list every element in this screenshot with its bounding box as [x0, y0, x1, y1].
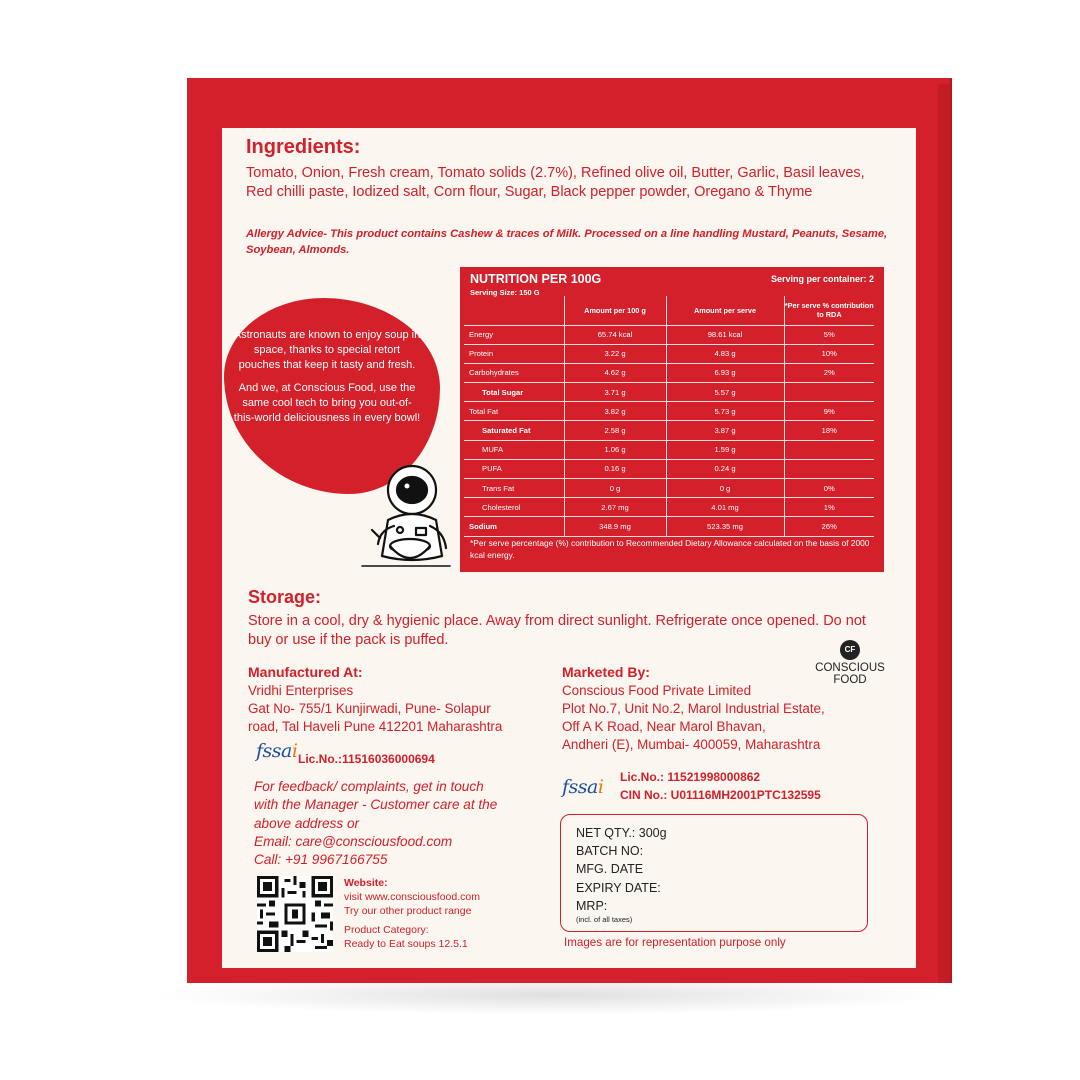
nutrient-perserve: 4.83 g: [666, 344, 784, 363]
nutrient-rda: [784, 383, 874, 402]
nutrient-name: Energy: [464, 325, 564, 344]
mrp-note: (incl. of all taxes): [576, 915, 633, 924]
ingredients-heading: Ingredients:: [246, 136, 361, 158]
serving-size: Serving Size: 150 G: [470, 288, 540, 297]
table-row: [464, 383, 874, 402]
nutrient-per100: 65.74 kcal: [564, 325, 666, 344]
nutrient-rda: 0%: [784, 479, 874, 498]
nutrient-name: PUFA: [464, 459, 564, 478]
nutrient-rda: 18%: [784, 421, 874, 440]
manufacturer-license: Lic.No.:11516036000694: [298, 752, 435, 766]
brand-name-line2: FOOD: [833, 674, 867, 686]
nutrient-per100: 3.22 g: [564, 344, 666, 363]
storage-text: Store in a cool, dry & hygienic place. Away from direct sunlight. Refrigerate once opened. Do not buy or use if the pack is puffed.: [248, 613, 866, 648]
nutrient-perserve: 5.57 g: [666, 383, 784, 402]
website-block: [344, 876, 544, 951]
feedback-line: For feedback/ complaints, get in touch: [254, 779, 484, 794]
nutrient-per100: 4.62 g: [564, 363, 666, 382]
table-row: [464, 363, 874, 382]
fun-fact-text: [232, 328, 422, 426]
nutrient-rda: [784, 440, 874, 459]
box-side-edge: [938, 84, 950, 983]
table-row: [464, 498, 874, 517]
ingredients-text: Tomato, Onion, Fresh cream, Tomato solids (2.7%), Refined olive oil, Butter, Garlic, Basil leaves, Red chilli paste, Iodized salt, Corn flour, Sugar, Black pepper powder, Oregano & Thyme: [246, 165, 865, 200]
nutrition-title: NUTRITION PER 100G: [470, 272, 602, 286]
address-line: Gat No- 755/1 Kunjirwadi, Pune- Solapur: [248, 701, 491, 716]
feedback-phone[interactable]: Call: +91 9967166755: [254, 852, 388, 868]
qr-code-icon[interactable]: [257, 876, 333, 952]
nutrient-name: Total Fat: [464, 402, 564, 421]
nutrient-name: Carbohydrates: [464, 363, 564, 382]
product-category: Ready to Eat soups 12.5.1: [344, 938, 468, 950]
table-row: [464, 440, 874, 459]
address-line: Plot No.7, Unit No.2, Marol Industrial Estate,: [562, 701, 825, 716]
brand-name-line1: CONSCIOUS: [815, 662, 885, 674]
nutrient-perserve: 0.24 g: [666, 459, 784, 478]
mrp: MRP:: [576, 898, 608, 913]
nutrient-per100: 3.82 g: [564, 402, 666, 421]
table-row: [464, 479, 874, 498]
nutrient-rda: 26%: [784, 517, 874, 536]
nutrient-per100: 1.06 g: [564, 440, 666, 459]
nutrition-header-per100: Amount per 100 g: [564, 296, 666, 325]
nutrition-header-rda: *Per serve % contribution to RDA: [784, 296, 874, 325]
fssai-logo: fssai: [256, 740, 298, 762]
marketer-license: Lic.No.: 11521998000862: [620, 770, 761, 784]
address-line: Vridhi Enterprises: [248, 683, 354, 698]
nutrient-name: MUFA: [464, 440, 564, 459]
nutrient-name: Trans Fat: [464, 479, 564, 498]
nutrient-name: Cholesterol: [464, 498, 564, 517]
astronaut-illustration: [350, 460, 462, 580]
nutrient-rda: [784, 459, 874, 478]
nutrient-name: Protein: [464, 344, 564, 363]
allergy-advice: Allergy Advice- This product contains Cashew & traces of Milk. Processed on a line handling Mustard, Peanuts, Sesame, Soybean, Almonds.: [246, 228, 888, 256]
feedback-text: [254, 778, 554, 869]
nutrient-per100: 0.16 g: [564, 459, 666, 478]
manufacturer-address: [248, 682, 538, 736]
feedback-email[interactable]: Email: care@consciousfood.com: [254, 833, 453, 849]
nutrient-perserve: 6.93 g: [666, 363, 784, 382]
website-cta: Try our other product range: [344, 905, 472, 917]
nutrient-per100: 2.67 mg: [564, 498, 666, 517]
nutrient-per100: 348.9 mg: [564, 517, 666, 536]
nutrient-rda: 9%: [784, 402, 874, 421]
nutrient-rda: 10%: [784, 344, 874, 363]
website-heading: Website:: [344, 877, 388, 889]
table-row: [464, 402, 874, 421]
nutrient-name: Sodium: [464, 517, 564, 536]
fun-fact-para-1: Astronauts are known to enjoy soup in space, thanks to special retort pouches that keep it tasty and fresh.: [233, 329, 421, 371]
pack-details-box: [560, 814, 868, 932]
marketed-heading: Marketed By:: [562, 664, 650, 680]
nutrient-rda: 2%: [784, 363, 874, 382]
expiry-date: EXPIRY DATE:: [576, 880, 661, 895]
table-row: [464, 459, 874, 478]
nutrient-perserve: 3.87 g: [666, 421, 784, 440]
address-line: Off A K Road, Near Marol Bhavan,: [562, 719, 766, 734]
nutrient-name: Total Sugar: [464, 383, 564, 402]
product-category-label: Product Category:: [344, 924, 429, 936]
back-label-panel: [222, 128, 916, 968]
brand-mark-icon: CF: [840, 640, 860, 660]
table-row: [464, 344, 874, 363]
table-row: [464, 421, 874, 440]
nutrient-per100: 3.71 g: [564, 383, 666, 402]
batch-number: BATCH NO:: [576, 844, 644, 859]
nutrition-table: [464, 296, 874, 537]
manufactured-heading: Manufactured At:: [248, 664, 363, 680]
nutrient-rda: 5%: [784, 325, 874, 344]
nutrition-footnote: *Per serve percentage (%) contribution to Recommended Dietary Allowance calculated on the basis of 2000 kcal energy.: [470, 538, 870, 560]
nutrient-perserve: 523.35 mg: [666, 517, 784, 536]
marketer-license-block: [620, 768, 821, 804]
address-line: Conscious Food Private Limited: [562, 683, 752, 698]
fun-fact-para-2: And we, at Conscious Food, use the same cool tech to bring you out-of-this-world deliciousness in every bowl!: [233, 382, 421, 424]
feedback-line: above address or: [254, 815, 360, 831]
address-line: Andheri (E), Mumbai- 400059, Maharashtra: [562, 737, 821, 752]
net-quantity: NET QTY.: 300g: [576, 826, 667, 840]
fssai-logo: fssai: [562, 776, 604, 798]
nutrient-rda: 1%: [784, 498, 874, 517]
marketer-address: [562, 682, 882, 754]
table-row: [464, 517, 874, 536]
nutrient-name: Saturated Fat: [464, 421, 564, 440]
pack-details: [576, 824, 667, 915]
images-disclaimer: Images are for representation purpose only: [564, 936, 786, 949]
nutrient-per100: 2.58 g: [564, 421, 666, 440]
feedback-line: with the Manager - Customer care at the: [254, 797, 498, 813]
marketer-cin: CIN No.: U01116MH2001PTC132595: [620, 788, 821, 802]
mfg-date: MFG. DATE: [576, 862, 644, 877]
table-row: [464, 325, 874, 344]
address-line: road, Tal Haveli Pune 412201 Maharashtra: [248, 719, 503, 734]
nutrient-perserve: 0 g: [666, 479, 784, 498]
nutrient-perserve: 5.73 g: [666, 402, 784, 421]
website-link[interactable]: visit www.consciousfood.com: [344, 891, 480, 903]
nutrition-table-panel: [460, 267, 884, 572]
nutrition-header-perserve: Amount per serve: [666, 296, 784, 325]
serving-per-container: Serving per container: 2: [770, 274, 874, 284]
nutrition-header-nutrient: [464, 296, 564, 325]
nutrient-per100: 0 g: [564, 479, 666, 498]
nutrient-perserve: 98.61 kcal: [666, 325, 784, 344]
conscious-food-logo: [810, 640, 890, 686]
storage-heading: Storage:: [248, 587, 322, 607]
nutrient-perserve: 4.01 mg: [666, 498, 784, 517]
nutrient-perserve: 1.59 g: [666, 440, 784, 459]
